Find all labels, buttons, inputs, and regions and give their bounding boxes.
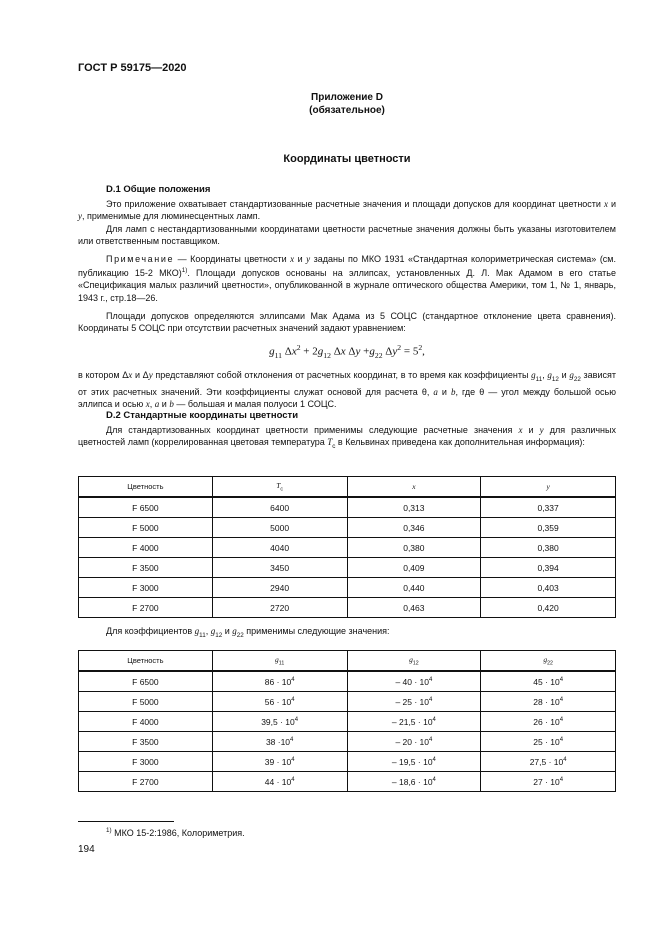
appendix-subtitle: (обязательное) bbox=[309, 105, 385, 116]
d1-paragraph-3: Площади допусков определяются эллипсами Мак Адама из 5 СОЦС (стандартное отклонение цвета сравнения). Координаты 5 СОЦС при отсутствии расчетных значений задают уравнением: bbox=[78, 311, 616, 334]
table1-header-y: y bbox=[481, 477, 616, 498]
footnote: $^{1)}$ МКО 15-2:1986, Колориметрия. bbox=[106, 827, 245, 838]
table2-header-g11: $g_{11}$ bbox=[212, 651, 347, 672]
table-row: F 3000 $39 \cdot 10^4$ – $19,5 \cdot 10^4$ $27,5 \cdot 10^4$ bbox=[79, 752, 616, 772]
d1-paragraph-1: Это приложение охватывает стандартизованные расчетные значения и площади допусков для координат цветности x и y, применимые для люминесцентных ламп. bbox=[78, 199, 616, 222]
footnote-divider bbox=[78, 821, 174, 822]
table2-header-g12: $g_{12}$ bbox=[347, 651, 481, 672]
d1-heading: D.1 Общие положения bbox=[106, 184, 211, 195]
table2-header-chromaticity: Цветность bbox=[79, 651, 213, 672]
table-row: F 2700 $44 \cdot 10^4$ – $18,6 \cdot 10^4$ $27 \cdot 10^4$ bbox=[79, 772, 616, 792]
d2-heading: D.2 Стандартные координаты цветности bbox=[106, 410, 299, 421]
table-row: F 3500 3450 0,409 0,394 bbox=[79, 558, 616, 578]
table-row: F 3000 2940 0,440 0,403 bbox=[79, 578, 616, 598]
table1-header-x: x bbox=[347, 477, 481, 498]
d2-paragraph-1: Для стандартизованных координат цветности применимы следующие расчетные значения x и y для различных цветностей ламп (коррелированная цветовая температура $T_c$ в Кельвинах приведена как дополнительная информация): bbox=[78, 425, 616, 450]
table2-header-g22: $g_{22}$ bbox=[481, 651, 616, 672]
ellipse-equation: $g_{11}$ $\Delta x^2 + 2g_{12}$ Δx $\Delta y +g_{22}$ $\Delta y^2 = 5^2$, bbox=[269, 343, 425, 360]
table-row: F 5000 5000 0,346 0,359 bbox=[79, 518, 616, 538]
section-title: Координаты цветности bbox=[283, 153, 411, 165]
table1-header-temperature: $T_c$ bbox=[212, 477, 347, 498]
page-number: 194 bbox=[78, 844, 95, 855]
table-row: F 3500 $38 \cdot 10^4$ – $20 \cdot 10^4$ $25 \cdot 10^4$ bbox=[79, 732, 616, 752]
d1-paragraph-2: Для ламп с нестандартизованными координатами цветности расчетные значения должны быть указаны изготовителем или ответственным поставщиком. bbox=[78, 224, 616, 247]
table-row: F 4000 4040 0,380 0,380 bbox=[79, 538, 616, 558]
table-row: F 4000 $39,5 \cdot 10^4$ – $21,5 \cdot 10^4$ $26 \cdot 10^4$ bbox=[79, 712, 616, 732]
d2-paragraph-2: Для коэффициентов $g_{11}$, $g_{12}$ и $g_{22}$ применимы следующие значения: bbox=[106, 626, 390, 639]
table-row: F 2700 2720 0,463 0,420 bbox=[79, 598, 616, 618]
standard-number: ГОСТ Р 59175—2020 bbox=[78, 62, 187, 74]
appendix-title: Приложение D bbox=[311, 92, 383, 103]
chromaticity-table bbox=[78, 476, 616, 618]
d1-paragraph-4: в котором Δx и Δy представляют собой отклонения от расчетных координат, в то время как коэффициенты $g_{11}$, $g_{12}$ и $g_{22}$ зависят от этих расчетных значений. Эти коэффициенты служат основой для расчета θ, a и b, где θ — угол между большой осью эллипса и осью x, a и b — большая и малая полуоси 1 СОЦС. bbox=[78, 370, 616, 410]
table-row: F 6500 $86 \cdot 10^4$ – $40 \cdot 10^4$ $45 \cdot 10^4$ bbox=[79, 671, 616, 692]
table-row: F 5000 $56 \cdot 10^4$ – $25 \cdot 10^4$ $28 \cdot 10^4$ bbox=[79, 692, 616, 712]
table1-header-chromaticity: Цветность bbox=[79, 477, 213, 498]
coefficients-table bbox=[78, 650, 616, 792]
d1-note: Примечание — Координаты цветности x и y заданы по МКО 1931 «Стандартная колориметрическая система» (см. публикацию 15-2 МКО)$^{1)}$. Площади допусков основаны на эллипсах, установленных Д. Л. Мак Адамом в его статье «Спецификация малых различий цветности», опубликованной в журнале оптического общества Америки, том 1, № 1, январь, 1943 г., стр.18—26. bbox=[78, 254, 616, 303]
table-row: F 6500 6400 0,313 0,337 bbox=[79, 497, 616, 518]
appendix-heading bbox=[78, 91, 616, 117]
